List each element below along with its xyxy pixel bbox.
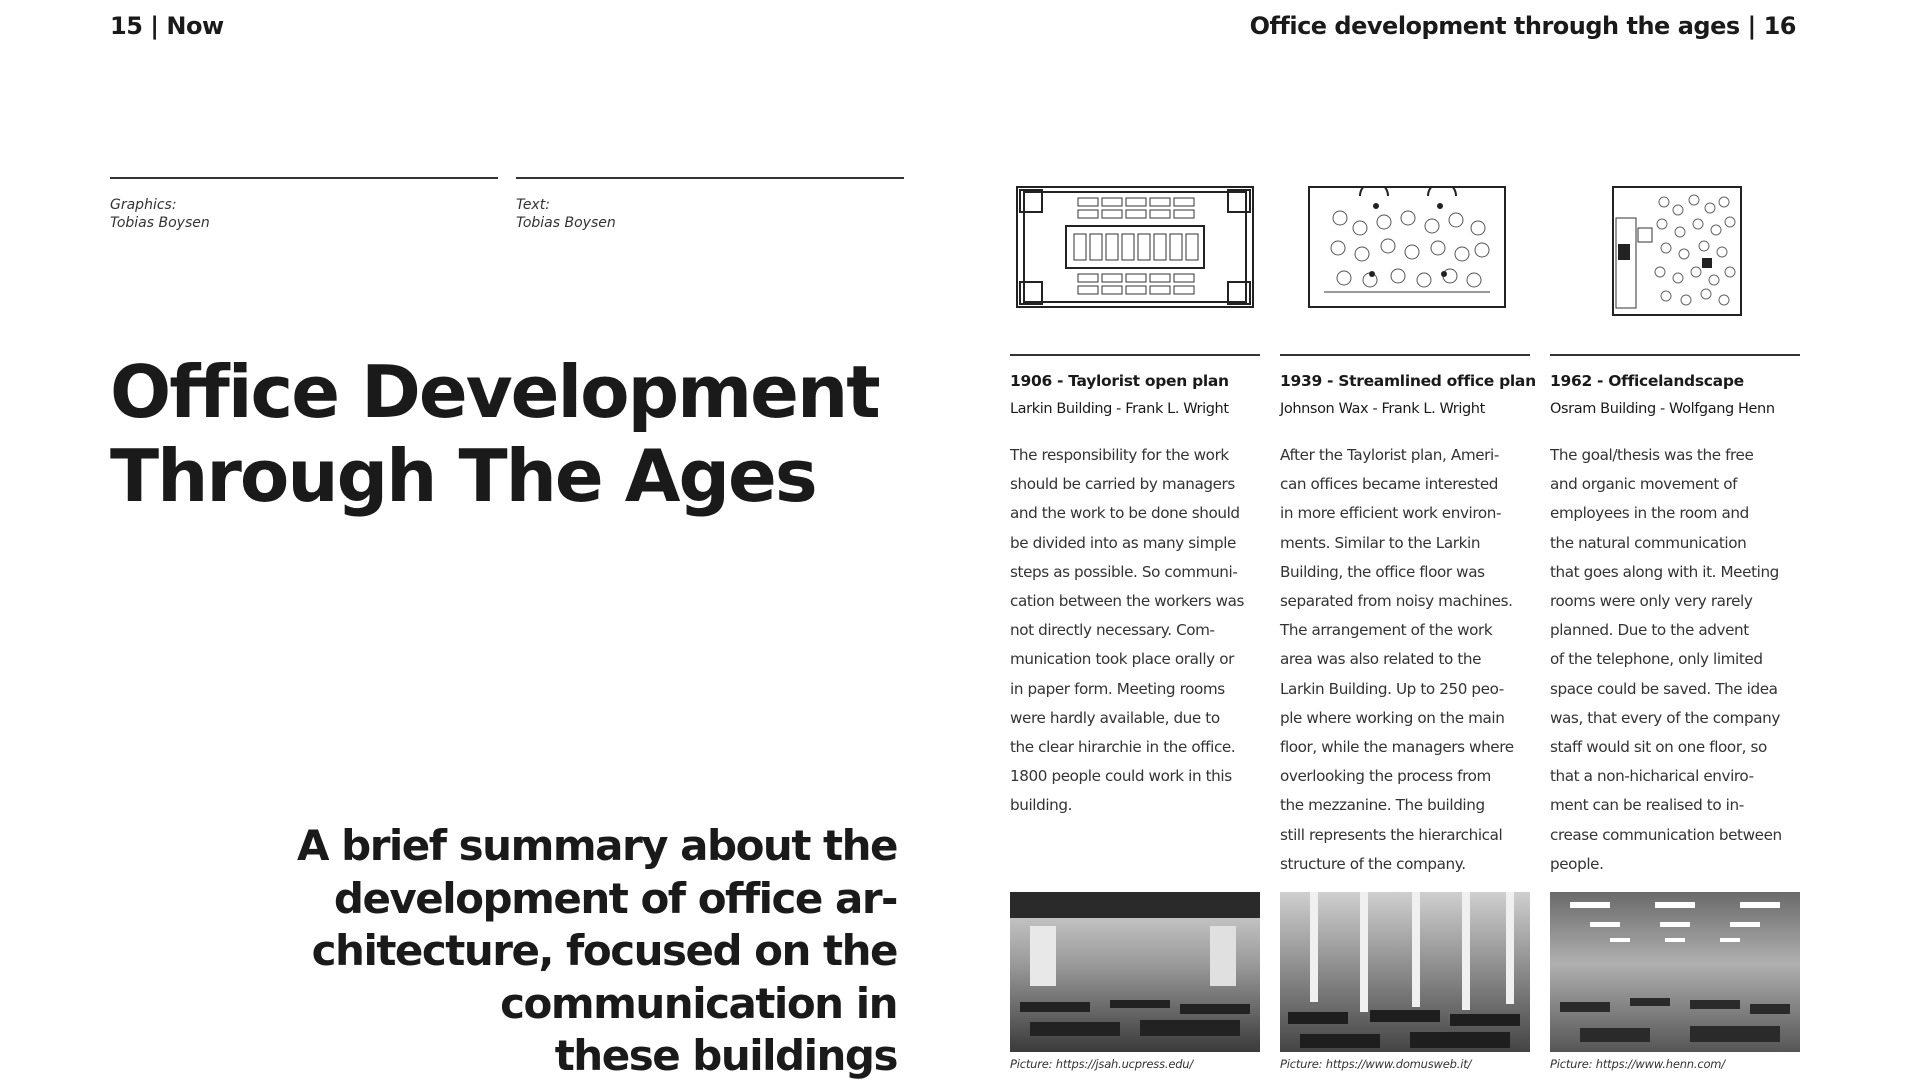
column-subheading: Johnson Wax - Frank L. Wright: [1280, 401, 1485, 417]
column-rule: [1010, 354, 1260, 356]
summary-line-3: chitecture, focused on the: [311, 926, 897, 975]
column-body: The goal/thesis was the free and organic movement of employees in the room and the natural communication that goes along with it. Meeting rooms were only very rarely planned. Due to the advent of the telephone, only limited space could be saved. The idea was, that every of the company staff would sit on one floor, so that a non-hicharical enviro- ment can be realised to in- crease communication between people.: [1550, 446, 1782, 873]
credit-text-label: Text:: [516, 197, 550, 213]
photo-caption: Picture: https://www.domusweb.it/: [1280, 1057, 1472, 1071]
summary-line-5: these buildings: [554, 1031, 897, 1080]
column-heading: 1939 - Streamlined office plan: [1280, 372, 1536, 390]
photo-caption: Picture: https://jsah.ucpress.edu/: [1010, 1057, 1194, 1071]
photo-caption: Picture: https://www.henn.com/: [1550, 1057, 1725, 1071]
summary-line-1: A brief summary about the: [297, 821, 897, 870]
johnson-wax-floor-plan-icon: [1308, 186, 1506, 308]
johnson-wax-office-photo: [1280, 892, 1530, 1052]
page-number-right: Office development through the ages | 16: [1249, 12, 1796, 40]
summary-line-4: communication in: [500, 978, 897, 1028]
osram-floor-plan-icon: [1612, 186, 1742, 316]
page-title-line-2: Through The Ages: [110, 434, 816, 518]
column-subheading: Larkin Building - Frank L. Wright: [1010, 401, 1229, 417]
osram-office-photo: [1550, 892, 1800, 1052]
column-body: After the Taylorist plan, Ameri- can offices became interested in more efficient work environ- ments. Similar to the Larkin Building, the office floor was separated from noisy machines. The arrangement of the work area was also related to the Larkin Building. Up to 250 peo- ple where working on the main floor, while the managers where overlooking the process from the mezzanine. The building still represents the hierarchical structure of the company.: [1280, 446, 1514, 873]
column-body: The responsibility for the work should be carried by managers and the work to be done should be divided into as many simple steps as possible. So communi- cation between the workers was not directly necessary. Com- munication took place orally or in paper form. Meeting rooms were hardly available, due to the clear hirarchie in the office. 1800 people could work in this building.: [1010, 446, 1245, 815]
column-rule: [1280, 354, 1530, 356]
column-rule: [1550, 354, 1800, 356]
credit-graphics-name: Tobias Boysen: [110, 215, 210, 231]
larkin-office-photo: [1010, 892, 1260, 1052]
column-subheading: Osram Building - Wolfgang Henn: [1550, 401, 1775, 417]
page-number-left: 15 | Now: [110, 12, 224, 40]
credit-graphics: [110, 196, 210, 232]
page-title-line-1: Office Development: [110, 350, 879, 434]
summary-line-2: development of office ar-: [333, 873, 897, 923]
summary: [257, 820, 897, 1083]
page-title: [110, 350, 910, 518]
credit-graphics-label: Graphics:: [110, 197, 177, 213]
credit-text: [516, 196, 616, 232]
credit-text-name: Tobias Boysen: [516, 215, 616, 231]
column-heading: 1906 - Taylorist open plan: [1010, 372, 1229, 390]
larkin-floor-plan-icon: [1016, 186, 1254, 308]
credit-rule-graphics: [110, 177, 498, 179]
column-heading: 1962 - Officelandscape: [1550, 372, 1744, 390]
credit-rule-text: [516, 177, 904, 179]
